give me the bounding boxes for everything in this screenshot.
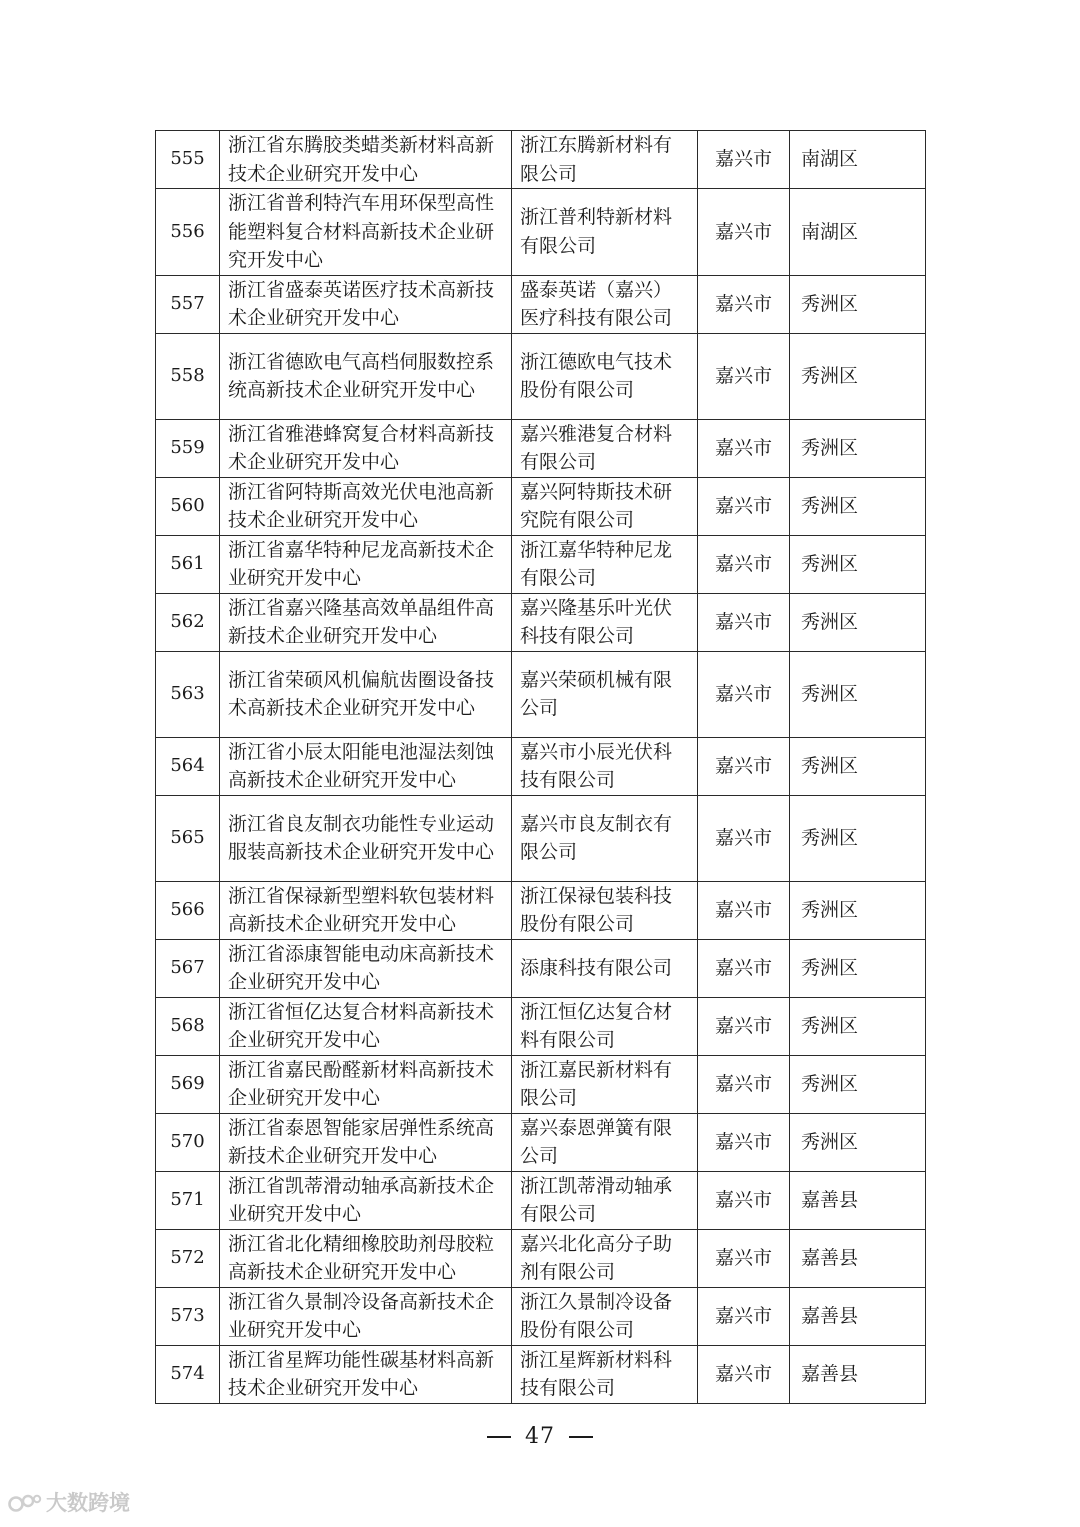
table-row — [156, 1345, 926, 1403]
row-number-cell: 571 — [156, 1171, 220, 1229]
district-cell: 秀洲区 — [790, 795, 926, 881]
row-number-cell: 562 — [156, 593, 220, 651]
company-name-cell: 浙江嘉民新材料有限公司 — [512, 1055, 698, 1113]
company-name-cell: 浙江普利特新材料有限公司 — [512, 189, 698, 276]
company-name-cell: 嘉兴市小辰光伏科技有限公司 — [512, 737, 698, 795]
center-name-cell: 浙江省东腾胶类蜡类新材料高新技术企业研究开发中心 — [220, 131, 512, 189]
city-cell: 嘉兴市 — [698, 737, 790, 795]
district-cell: 秀洲区 — [790, 1055, 926, 1113]
center-name-cell: 浙江省泰恩智能家居弹性系统高新技术企业研究开发中心 — [220, 1113, 512, 1171]
row-number-cell: 572 — [156, 1229, 220, 1287]
page-number — [0, 1424, 1080, 1449]
company-name-cell: 嘉兴北化高分子助剂有限公司 — [512, 1229, 698, 1287]
center-name-cell: 浙江省恒亿达复合材料高新技术企业研究开发中心 — [220, 997, 512, 1055]
row-number-cell: 569 — [156, 1055, 220, 1113]
district-cell: 秀洲区 — [790, 593, 926, 651]
company-name-cell: 浙江恒亿达复合材料有限公司 — [512, 997, 698, 1055]
table-row — [156, 737, 926, 795]
table-row — [156, 131, 926, 189]
city-cell: 嘉兴市 — [698, 1287, 790, 1345]
institution-table — [155, 130, 926, 1404]
city-cell: 嘉兴市 — [698, 419, 790, 477]
table-body — [156, 131, 926, 1404]
city-cell: 嘉兴市 — [698, 997, 790, 1055]
district-cell: 秀洲区 — [790, 1113, 926, 1171]
city-cell: 嘉兴市 — [698, 131, 790, 189]
table-row — [156, 189, 926, 276]
row-number-cell: 567 — [156, 939, 220, 997]
company-name-cell: 浙江保禄包装科技股份有限公司 — [512, 881, 698, 939]
row-number-cell: 568 — [156, 997, 220, 1055]
center-name-cell: 浙江省凯蒂滑动轴承高新技术企业研究开发中心 — [220, 1171, 512, 1229]
company-name-cell: 盛泰英诺（嘉兴）医疗科技有限公司 — [512, 275, 698, 333]
center-name-cell: 浙江省添康智能电动床高新技术企业研究开发中心 — [220, 939, 512, 997]
city-cell: 嘉兴市 — [698, 189, 790, 276]
district-cell: 秀洲区 — [790, 535, 926, 593]
table-row — [156, 535, 926, 593]
company-name-cell: 嘉兴隆基乐叶光伏科技有限公司 — [512, 593, 698, 651]
district-cell: 秀洲区 — [790, 651, 926, 737]
table-row — [156, 333, 926, 419]
row-number-cell: 564 — [156, 737, 220, 795]
watermark — [8, 1488, 130, 1516]
company-name-cell: 添康科技有限公司 — [512, 939, 698, 997]
row-number-cell: 565 — [156, 795, 220, 881]
city-cell: 嘉兴市 — [698, 1345, 790, 1403]
center-name-cell: 浙江省星辉功能性碳基材料高新技术企业研究开发中心 — [220, 1345, 512, 1403]
city-cell: 嘉兴市 — [698, 1171, 790, 1229]
page-number-right-dash — [569, 1436, 593, 1438]
district-cell: 秀洲区 — [790, 737, 926, 795]
company-name-cell: 嘉兴荣硕机械有限公司 — [512, 651, 698, 737]
city-cell: 嘉兴市 — [698, 477, 790, 535]
row-number-cell: 557 — [156, 275, 220, 333]
row-number-cell: 570 — [156, 1113, 220, 1171]
city-cell: 嘉兴市 — [698, 1113, 790, 1171]
city-cell: 嘉兴市 — [698, 333, 790, 419]
district-cell: 南湖区 — [790, 131, 926, 189]
table-row — [156, 477, 926, 535]
page-number-left-dash — [487, 1436, 511, 1438]
center-name-cell: 浙江省久景制冷设备高新技术企业研究开发中心 — [220, 1287, 512, 1345]
city-cell: 嘉兴市 — [698, 651, 790, 737]
table-row — [156, 1171, 926, 1229]
center-name-cell: 浙江省荣硕风机偏航齿圈设备技术高新技术企业研究开发中心 — [220, 651, 512, 737]
company-name-cell: 嘉兴阿特斯技术研究院有限公司 — [512, 477, 698, 535]
table-row — [156, 651, 926, 737]
center-name-cell: 浙江省普利特汽车用环保型高性能塑料复合材料高新技术企业研究开发中心 — [220, 189, 512, 276]
center-name-cell: 浙江省嘉华特种尼龙高新技术企业研究开发中心 — [220, 535, 512, 593]
company-name-cell: 浙江久景制冷设备股份有限公司 — [512, 1287, 698, 1345]
company-name-cell: 浙江凯蒂滑动轴承有限公司 — [512, 1171, 698, 1229]
district-cell: 秀洲区 — [790, 333, 926, 419]
row-number-cell: 558 — [156, 333, 220, 419]
center-name-cell: 浙江省雅港蜂窝复合材料高新技术企业研究开发中心 — [220, 419, 512, 477]
company-name-cell: 浙江嘉华特种尼龙有限公司 — [512, 535, 698, 593]
center-name-cell: 浙江省嘉民酚醛新材料高新技术企业研究开发中心 — [220, 1055, 512, 1113]
table-row — [156, 1229, 926, 1287]
center-name-cell: 浙江省小辰太阳能电池湿法刻蚀高新技术企业研究开发中心 — [220, 737, 512, 795]
city-cell: 嘉兴市 — [698, 881, 790, 939]
city-cell: 嘉兴市 — [698, 535, 790, 593]
table-row — [156, 939, 926, 997]
table-row — [156, 795, 926, 881]
center-name-cell: 浙江省北化精细橡胶助剂母胶粒高新技术企业研究开发中心 — [220, 1229, 512, 1287]
row-number-cell: 560 — [156, 477, 220, 535]
district-cell: 秀洲区 — [790, 939, 926, 997]
watermark-text: 大数跨境 — [46, 1491, 130, 1515]
row-number-cell: 573 — [156, 1287, 220, 1345]
city-cell: 嘉兴市 — [698, 795, 790, 881]
table-row — [156, 1113, 926, 1171]
row-number-cell: 559 — [156, 419, 220, 477]
district-cell: 嘉善县 — [790, 1287, 926, 1345]
company-name-cell: 浙江东腾新材料有限公司 — [512, 131, 698, 189]
city-cell: 嘉兴市 — [698, 939, 790, 997]
table-row — [156, 1287, 926, 1345]
district-cell: 南湖区 — [790, 189, 926, 276]
table-row — [156, 997, 926, 1055]
row-number-cell: 563 — [156, 651, 220, 737]
center-name-cell: 浙江省保禄新型塑料软包装材料高新技术企业研究开发中心 — [220, 881, 512, 939]
row-number-cell: 561 — [156, 535, 220, 593]
city-cell: 嘉兴市 — [698, 1229, 790, 1287]
district-cell: 嘉善县 — [790, 1345, 926, 1403]
row-number-cell: 566 — [156, 881, 220, 939]
row-number-cell: 574 — [156, 1345, 220, 1403]
table-row — [156, 1055, 926, 1113]
table-row — [156, 275, 926, 333]
district-cell: 嘉善县 — [790, 1229, 926, 1287]
company-name-cell: 浙江德欧电气技术股份有限公司 — [512, 333, 698, 419]
district-cell: 秀洲区 — [790, 275, 926, 333]
district-cell: 嘉善县 — [790, 1171, 926, 1229]
district-cell: 秀洲区 — [790, 419, 926, 477]
company-name-cell: 嘉兴雅港复合材料有限公司 — [512, 419, 698, 477]
center-name-cell: 浙江省德欧电气高档伺服数控系统高新技术企业研究开发中心 — [220, 333, 512, 419]
district-cell: 秀洲区 — [790, 997, 926, 1055]
district-cell: 秀洲区 — [790, 477, 926, 535]
row-number-cell: 555 — [156, 131, 220, 189]
watermark-logo-icon — [8, 1490, 42, 1514]
city-cell: 嘉兴市 — [698, 593, 790, 651]
city-cell: 嘉兴市 — [698, 1055, 790, 1113]
row-number-cell: 556 — [156, 189, 220, 276]
center-name-cell: 浙江省嘉兴隆基高效单晶组件高新技术企业研究开发中心 — [220, 593, 512, 651]
center-name-cell: 浙江省盛泰英诺医疗技术高新技术企业研究开发中心 — [220, 275, 512, 333]
company-name-cell: 嘉兴市良友制衣有限公司 — [512, 795, 698, 881]
page-number-value: 47 — [525, 1424, 555, 1449]
table-row — [156, 593, 926, 651]
company-name-cell: 浙江星辉新材料科技有限公司 — [512, 1345, 698, 1403]
table-row — [156, 881, 926, 939]
center-name-cell: 浙江省阿特斯高效光伏电池高新技术企业研究开发中心 — [220, 477, 512, 535]
table-row — [156, 419, 926, 477]
city-cell: 嘉兴市 — [698, 275, 790, 333]
center-name-cell: 浙江省良友制衣功能性专业运动服装高新技术企业研究开发中心 — [220, 795, 512, 881]
company-name-cell: 嘉兴泰恩弹簧有限公司 — [512, 1113, 698, 1171]
district-cell: 秀洲区 — [790, 881, 926, 939]
